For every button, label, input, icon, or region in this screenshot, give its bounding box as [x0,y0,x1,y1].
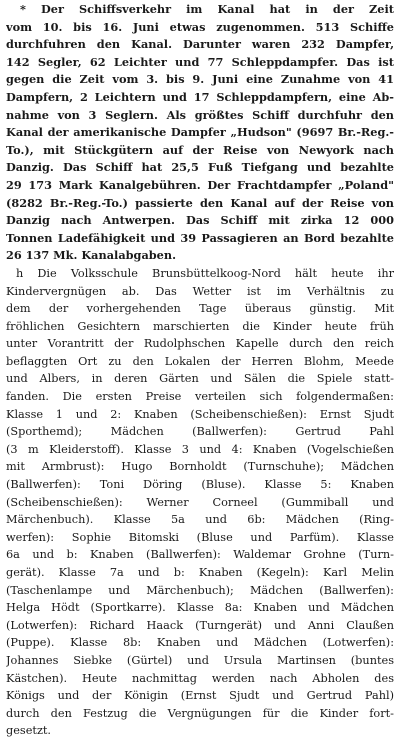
article-line: Kanal der amerikanische Dampfer „Hudson" (9697 Br.-Reg.- [6,125,394,140]
article-line: durchfuhren den Kanal. Darunter waren 232 Dampfer, [6,37,394,52]
article-line: vom 10. bis 16. Juni etwas zugenommen. 513 Schiffe [6,19,394,34]
article-line: Tonnen Ladefähigkeit und 39 Passagieren an Bord bezahlte [6,230,394,245]
article-line: Danzig nach Antwerpen. Das Schiff mit zirka 12 000 [6,213,394,228]
article-line: gesetzt. [6,724,52,738]
article-line: gegen die Zeit vom 3. bis 9. Juni eine Zunahme von 41 [6,72,394,87]
article-line: unter Vorantritt der Rudolphschen Kapelle durch den reich [6,337,394,351]
article-line: werfen): Sophie Bitomski (Bluse und Parfüm). Klasse [6,530,394,544]
article-line: Dampfern, 2 Leichtern und 17 Schleppdampfern, eine Ab- [6,89,394,104]
article-line: (Taschenlampe und Märchenbuch); Mädchen (Ballwerfen): [6,583,394,597]
article-line: durch den Festzug die Vergnügungen für die Kinder fort- [6,706,394,720]
article-line: (Scheibenschießen): Werner Corneel (Gummiball und [6,495,394,509]
article-line: gerät). Klasse 7a und b: Knaben (Kegeln): Karl Melin [6,566,394,579]
article-line: (8282 Br.-Reg.-To.) passierte den Kanal auf der Reise von [6,195,394,210]
article-line: h Die Volksschule Brunsbüttelkoog-Nord hält heute ihr [16,266,394,280]
article-line: 6a und b: Knaben (Ballwerfen): Waldemar Grohne (Turn- [6,548,394,562]
article-line: 29 173 Mark Kanalgebühren. Der Frachtdampfer „Poland" [6,177,394,192]
article-line: Klasse 1 und 2: Knaben (Scheibenschießen): Ernst Sjudt [6,407,394,421]
article-line: fanden. Die ersten Preise verteilen sich folgendermaßen: [6,390,394,404]
article-line: 26 137 Mk. Kanalabgaben. [6,248,176,263]
article-line: beflaggten Ort zu den Lokalen der Herren Blohm, Meede [6,354,394,368]
article-line: Kindervergnügen ab. Das Wetter ist im Verhältnis zu [6,284,394,298]
article-line: Helga Hödt (Sportkarre). Klasse 8a: Knaben und Mädchen [6,601,394,615]
article-line: Danzig. Das Schiff hat 25,5 Fuß Tiefgang und bezahlte [6,160,394,175]
article-line: dem der vorhergehenden Tage überaus günstig. Mit [6,302,394,316]
article-line: To.), mit Stückgütern auf der Reise von Newyork nach [6,142,394,157]
article-line: (3 m Kleiderstoff). Klasse 3 und 4: Knaben (Vogelschießen [6,442,394,456]
article-line: Kästchen). Heute nachmittag werden nach Abholen des [6,671,394,685]
article-schiffsverkehr [6,1,394,265]
article-line: Märchenbuch). Klasse 5a und 6b: Mädchen (Ring- [6,513,394,527]
article-line: Johannes Siebke (Gürtel) und Ursula Martinsen (buntes [6,653,394,667]
article-line: (Puppe). Klasse 8b: Knaben und Mädchen (Lotwerfen): [6,636,394,650]
article-line: (Ballwerfen): Toni Döring (Bluse). Klasse 5: Knaben [6,478,394,492]
article-line: 142 Segler, 62 Leichter und 77 Schleppdampfer. Das ist [6,54,394,69]
article-kindervergnuegen [6,265,394,740]
article-line: (Sporthemd); Mädchen (Ballwerfen): Gertrud Pahl [6,425,394,439]
article-line: nahme von 3 Seglern. Als größtes Schiff durchfuhr den [6,107,394,122]
article-line: fröhlichen Gesichtern marschierten die Kinder heute früh [6,319,394,333]
article-line: und Albers, in deren Gärten und Sälen die Spiele statt- [6,372,394,386]
article-line: mit Armbrust): Hugo Bornholdt (Turnschuhe); Mädchen [6,460,394,474]
article-line: * Der Schiffsverkehr im Kanal hat in der Zeit [20,2,394,16]
article-line: Königs und der Königin (Ernst Sjudt und Gertrud Pahl) [6,689,394,703]
article-line: (Lotwerfen): Richard Haack (Turngerät) und Anni Claußen [6,618,394,632]
